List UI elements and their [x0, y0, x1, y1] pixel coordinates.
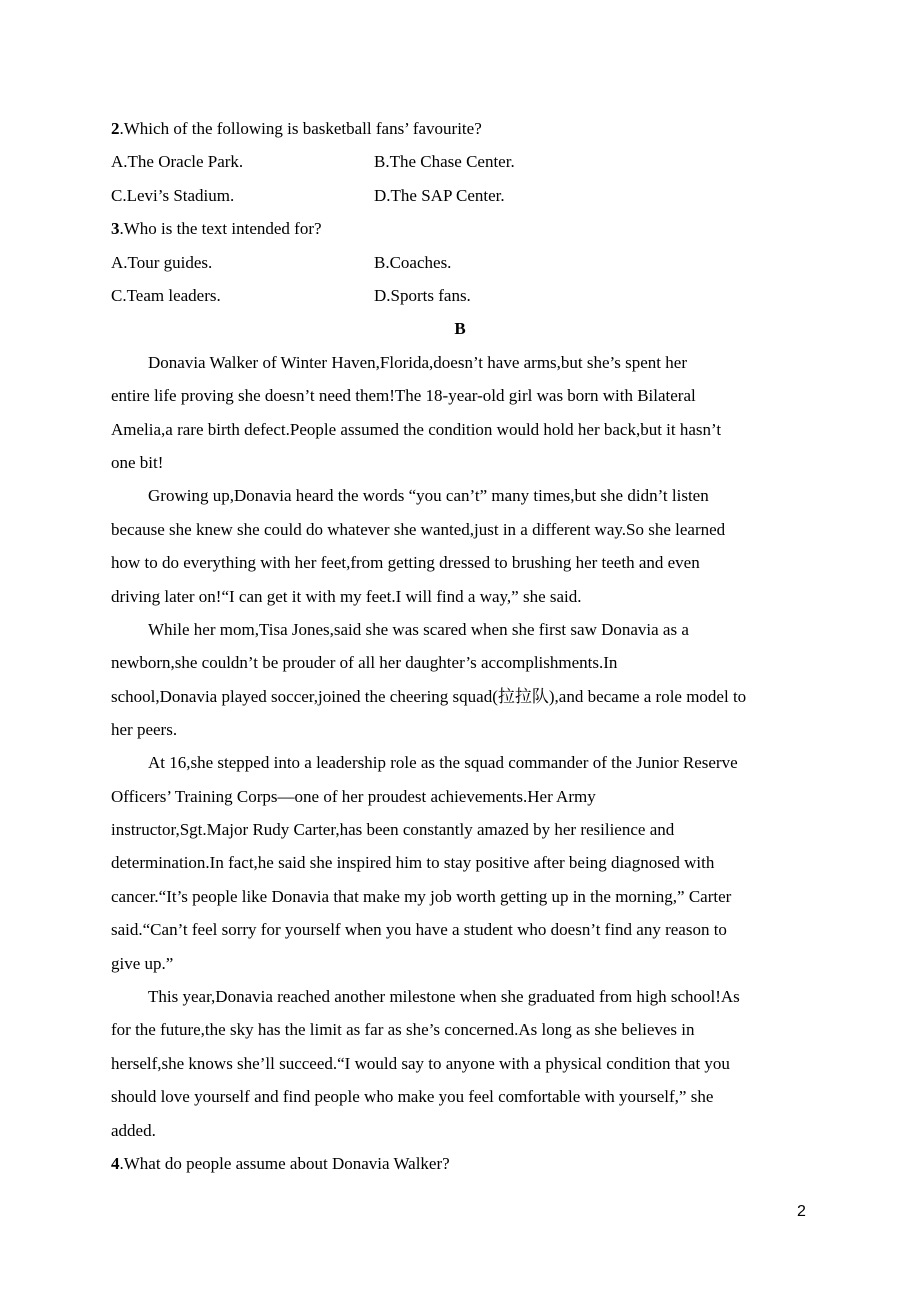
passage-line: Donavia Walker of Winter Haven,Florida,doesn’t have arms,but she’s spent her	[148, 353, 687, 372]
passage-line: This year,Donavia reached another milestone when she graduated from high school!As	[148, 987, 740, 1006]
question-4-number: 4	[111, 1154, 120, 1173]
passage-line: While her mom,Tisa Jones,said she was scared when she first saw Donavia as a	[148, 620, 689, 639]
passage-line: entire life proving she doesn’t need them!The 18-year-old girl was born with Bilateral	[111, 386, 696, 405]
passage-line: Officers’ Training Corps—one of her proudest achievements.Her Army	[111, 787, 596, 806]
question-3	[111, 219, 811, 239]
question-4	[111, 1154, 811, 1174]
passage-line: give up.”	[111, 954, 174, 973]
page-number: 2	[797, 1203, 806, 1220]
question-2	[111, 119, 811, 139]
question-2-text: .Which of the following is basketball fans’ favourite?	[119, 119, 482, 138]
q2-option-a: A.The Oracle Park.	[111, 152, 244, 171]
q3-option-a: A.Tour guides.	[111, 253, 213, 272]
q2-option-c: C.Levi’s Stadium.	[111, 186, 235, 205]
q3-option-c: C.Team leaders.	[111, 286, 221, 305]
passage-line: school,Donavia played soccer,joined the cheering squad(拉拉队),and became a role model to	[111, 687, 747, 706]
q3-option-b: B.Coaches.	[374, 253, 452, 272]
question-3-number: 3	[111, 219, 120, 238]
passage-line: added.	[111, 1121, 156, 1140]
passage-line: her peers.	[111, 720, 178, 739]
passage-line: instructor,Sgt.Major Rudy Carter,has been constantly amazed by her resilience and	[111, 820, 675, 839]
passage-line: cancer.“It’s people like Donavia that make my job worth getting up in the morning,” Carter	[111, 887, 732, 906]
passage-line: herself,she knows she’ll succeed.“I would say to anyone with a physical condition that you	[111, 1054, 730, 1073]
passage-line: how to do everything with her feet,from getting dressed to brushing her teeth and even	[111, 553, 700, 572]
passage-line: one bit!	[111, 453, 164, 472]
passage-line: should love yourself and find people who make you feel comfortable with yourself,” she	[111, 1087, 714, 1106]
passage-line: determination.In fact,he said she inspired him to stay positive after being diagnosed with	[111, 853, 715, 872]
section-title: B	[454, 319, 466, 338]
passage-line: said.“Can’t feel sorry for yourself when you have a student who doesn’t find any reason to	[111, 920, 727, 939]
question-3-text: .Who is the text intended for?	[119, 219, 322, 238]
q3-option-d: D.Sports fans.	[374, 286, 471, 305]
passage-line: because she knew she could do whatever she wanted,just in a different way.So she learned	[111, 520, 726, 539]
question-4-text: .What do people assume about Donavia Walker?	[119, 1154, 450, 1173]
passage-line: for the future,the sky has the limit as far as she’s concerned.As long as she believes in	[111, 1020, 695, 1039]
question-2-number: 2	[111, 119, 120, 138]
q2-option-d: D.The SAP Center.	[374, 186, 505, 205]
passage-line: At 16,she stepped into a leadership role as the squad commander of the Junior Reserve	[148, 753, 738, 772]
passage-line: Growing up,Donavia heard the words “you can’t” many times,but she didn’t listen	[148, 486, 709, 505]
passage-line: newborn,she couldn’t be prouder of all her daughter’s accomplishments.In	[111, 653, 618, 672]
passage-line: driving later on!“I can get it with my feet.I will find a way,” she said.	[111, 587, 582, 606]
q2-option-b: B.The Chase Center.	[374, 152, 515, 171]
passage-line: Amelia,a rare birth defect.People assumed the condition would hold her back,but it hasn’t	[111, 420, 722, 439]
